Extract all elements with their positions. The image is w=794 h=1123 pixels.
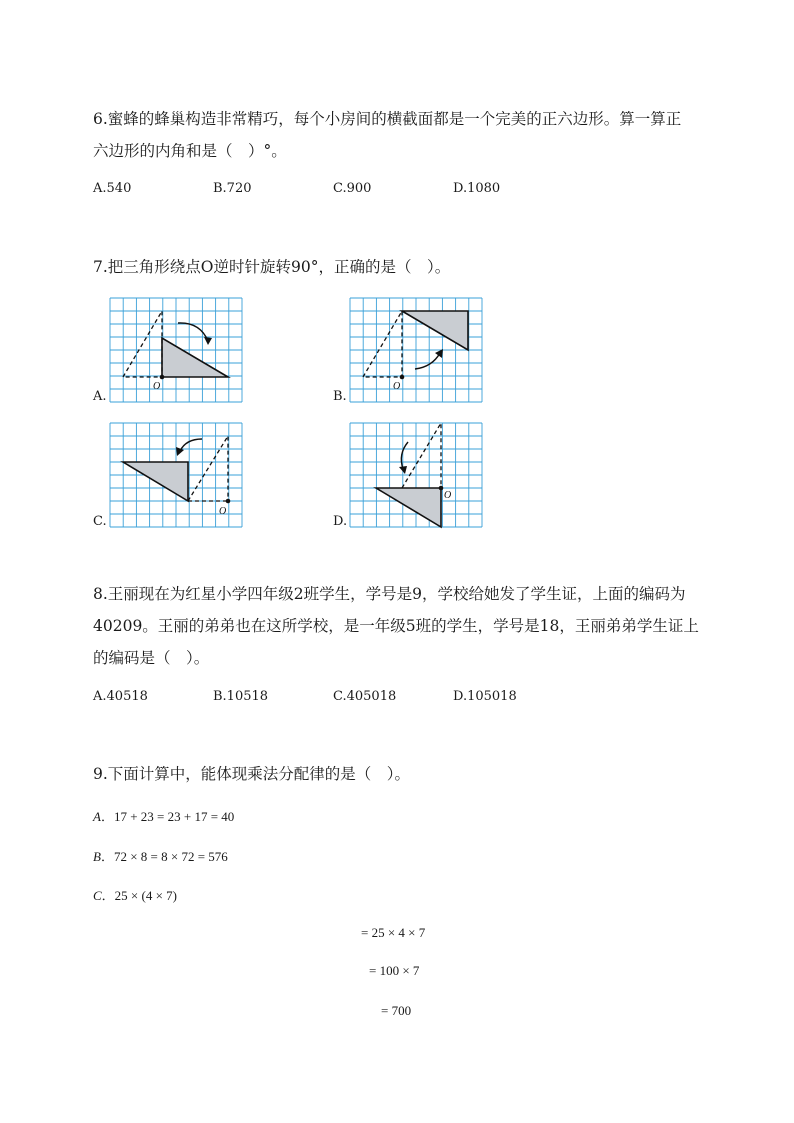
q9-c-step-1: = 25 × 4 × 7 [361,925,426,940]
q6-option-d[interactable]: D.1080 [453,181,501,196]
point-o-label: O [153,381,161,392]
q9-c-step-3: = 700 [381,1003,412,1018]
original-triangle [188,436,228,501]
rotation-arrow [401,442,408,469]
original-triangle [123,311,162,377]
q6-option-c[interactable]: C.900 [333,181,372,196]
q6-option-b[interactable]: B.720 [213,181,252,196]
q8-option-a[interactable]: A.40518 [93,689,148,704]
q8-option-c[interactable]: C.405018 [333,689,397,704]
rotated-triangle [123,462,188,501]
point-o [400,375,405,380]
q7-figure-c[interactable] [108,421,244,529]
point-o-label: O [393,381,401,392]
q7-option-d-label[interactable]: D. [333,514,348,529]
q7-figure-b[interactable] [348,296,484,404]
q9-option-a-expr: ．17 + 23 = 23 + 17 = 40 [100,809,235,824]
point-o [226,499,231,504]
q7-option-b-label[interactable]: B. [333,389,347,404]
original-triangle [363,311,402,377]
point-o-label: O [219,506,227,517]
q8-options [93,689,703,709]
q7-text: 7.把三角形绕点O逆时针旋转90°，正确的是（ ）。 [93,258,451,276]
q7-option-c-label[interactable]: C. [93,514,107,529]
point-o [439,486,444,491]
q9-text: 9.下面计算中，能体现乘法分配律的是（ ）。 [93,765,411,783]
rotated-triangle [376,488,441,527]
q9-option-a[interactable] [93,806,234,825]
q6-line2: 六边形的内角和是（ ）°。 [93,142,287,160]
q6-options [93,181,703,201]
q7-figure-a[interactable] [108,296,244,404]
rotation-arrow [415,353,440,369]
q8-line1: 8.王丽现在为红星小学四年级2班学生，学号是9，学校给她发了学生证，上面的编码为 [93,585,686,603]
q7-figure-d[interactable] [348,421,484,529]
rotated-triangle [402,311,468,350]
q9-option-b-letter: B [93,849,101,864]
q9-option-c-expr: ．25 × (4 × 7) [101,888,177,903]
q8-option-d[interactable]: D.105018 [453,689,517,704]
q7-option-a-label[interactable]: A. [93,389,107,404]
point-o-label: O [444,490,452,501]
q9-option-c[interactable] [93,885,177,904]
point-o [160,375,165,380]
q9-c-step-2: = 100 × 7 [369,963,420,978]
q9-option-a-letter: A [93,809,101,824]
q8-line2: 40209。王丽的弟弟也在这所学校，是一年级5班的学生，学号是18，王丽弟弟学生证上 [93,617,699,635]
rotation-arrow [178,323,208,341]
q6-option-a[interactable]: A.540 [93,181,132,196]
q9-option-b[interactable] [93,846,228,865]
arrow-head [204,337,212,345]
arrow-head [176,447,184,456]
q6-line1: 6.蜜蜂的蜂巢构造非常精巧，每个小房间的横截面都是一个完美的正六边形。算一算正 [93,110,682,128]
q8-option-b[interactable]: B.10518 [213,689,269,704]
q8-line3: 的编码是（ ）。 [93,649,210,667]
original-triangle [402,423,441,488]
rotated-triangle [162,338,228,377]
q9-option-b-expr: ．72 × 8 = 8 × 72 = 576 [100,849,228,864]
q9-option-c-letter: C [93,888,102,903]
